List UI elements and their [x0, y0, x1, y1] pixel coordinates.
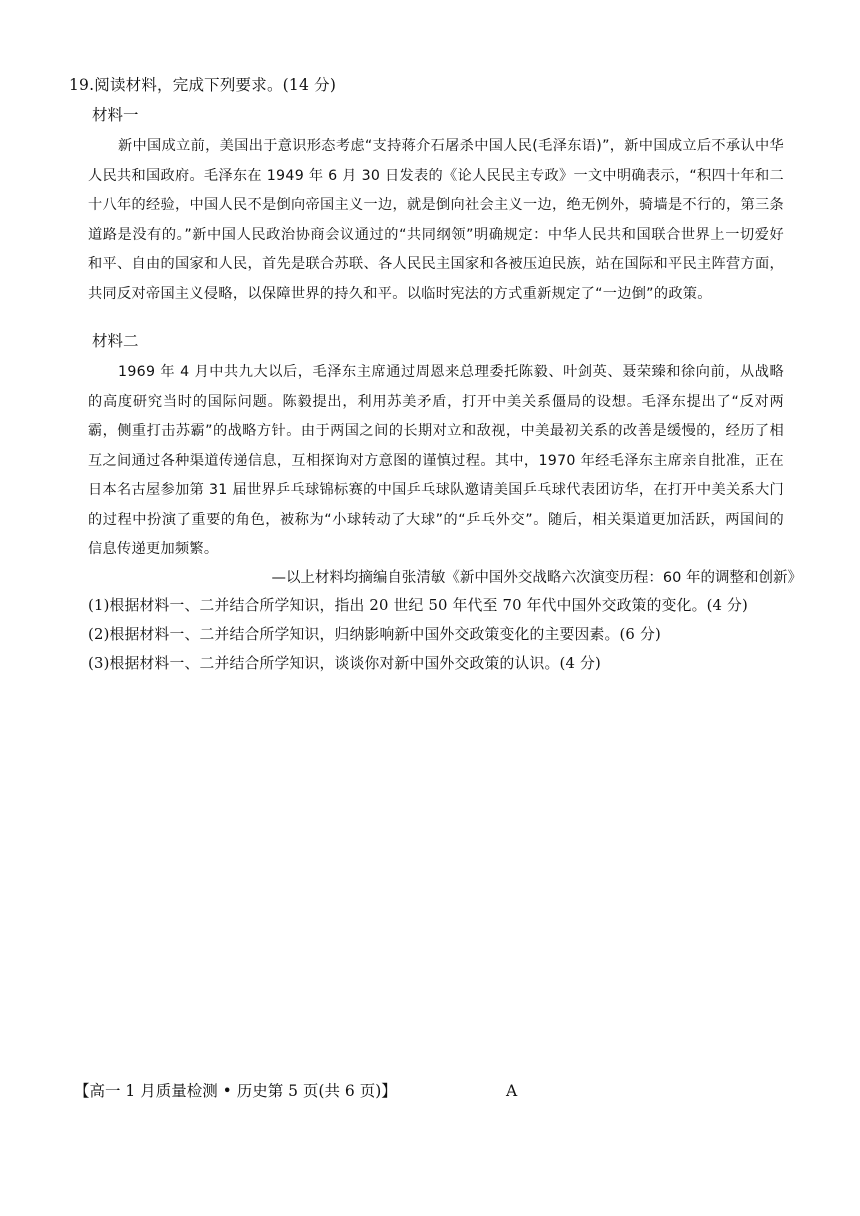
subquestion-1: (1)根据材料一、二并结合所学知识，指出 20 世纪 50 年代至 70 年代中国外交政策的变化。(4 分)	[88, 597, 749, 614]
material-1-heading: 材料一	[92, 106, 139, 124]
subquestion-3: (3)根据材料一、二并结合所学知识，谈谈你对新中国外交政策的认识。(4 分)	[88, 655, 601, 672]
paper-version-code: A	[506, 1082, 518, 1100]
material-source: —以上材料均摘编自张清敏《新中国外交战略六次演变历程：60 年的调整和创新》	[271, 570, 802, 586]
material-2-text: 1969 年 4 月中共九大以后，毛泽东主席通过周恩来总理委托陈毅、叶剑英、聂荣臻和徐向前，从战略的高度研究当时的国际问题。陈毅提出，利用苏美矛盾，打开中美关系僵局的设想。毛泽东提出了“反对两霸，侧重打击苏霸”的战略方针。由于两国之间的长期对立和敌视，中美最初关系的改善是缓慢的，经历了相互之间通过各种渠道传递信息，互相探询对方意图的谨慎过程。其中，1970 年经毛泽东主席亲自批准，正在日本名古屋参加第 31 届世界乒乓球锦标赛的中国乒乓球队邀请美国乒乓球代表团访华，在打开中美关系大门的过程中扮演了重要的角色，被称为“小球转动了大球”的“乒乓外交”。随后，相关渠道更加活跃，两国间的信息传递更加频繁。	[88, 364, 784, 557]
material-1-text: 新中国成立前，美国出于意识形态考虑“支持蒋介石屠杀中国人民(毛泽东语)”，新中国成立后不承认中华人民共和国政府。毛泽东在 1949 年 6 月 30 日发表的《论人民民主专政》一文中明确表示，“积四十年和二十八年的经验，中国人民不是倒向帝国主义一边，就是倒向社会主义一边，绝无例外，骑墙是不行的，第三条道路是没有的。”新中国人民政治协商会议通过的“共同纲领”明确规定：中华人民共和国联合世界上一切爱好和平、自由的国家和人民，首先是联合苏联、各人民民主国家和各被压迫民族，站在国际和平民主阵营方面，共同反对帝国主义侵略，以保障世界的持久和平。以临时宪法的方式重新规定了“一边倒”的政策。	[88, 138, 784, 302]
subquestion-2: (2)根据材料一、二并结合所学知识，归纳影响新中国外交政策变化的主要因素。(6 分)	[88, 626, 661, 643]
question-title: 19.阅读材料，完成下列要求。(14 分)	[69, 76, 337, 94]
material-2-heading: 材料二	[92, 332, 139, 350]
page-footer: 【高一 1 月质量检测 • 历史第 5 页(共 6 页)】	[74, 1082, 397, 1100]
